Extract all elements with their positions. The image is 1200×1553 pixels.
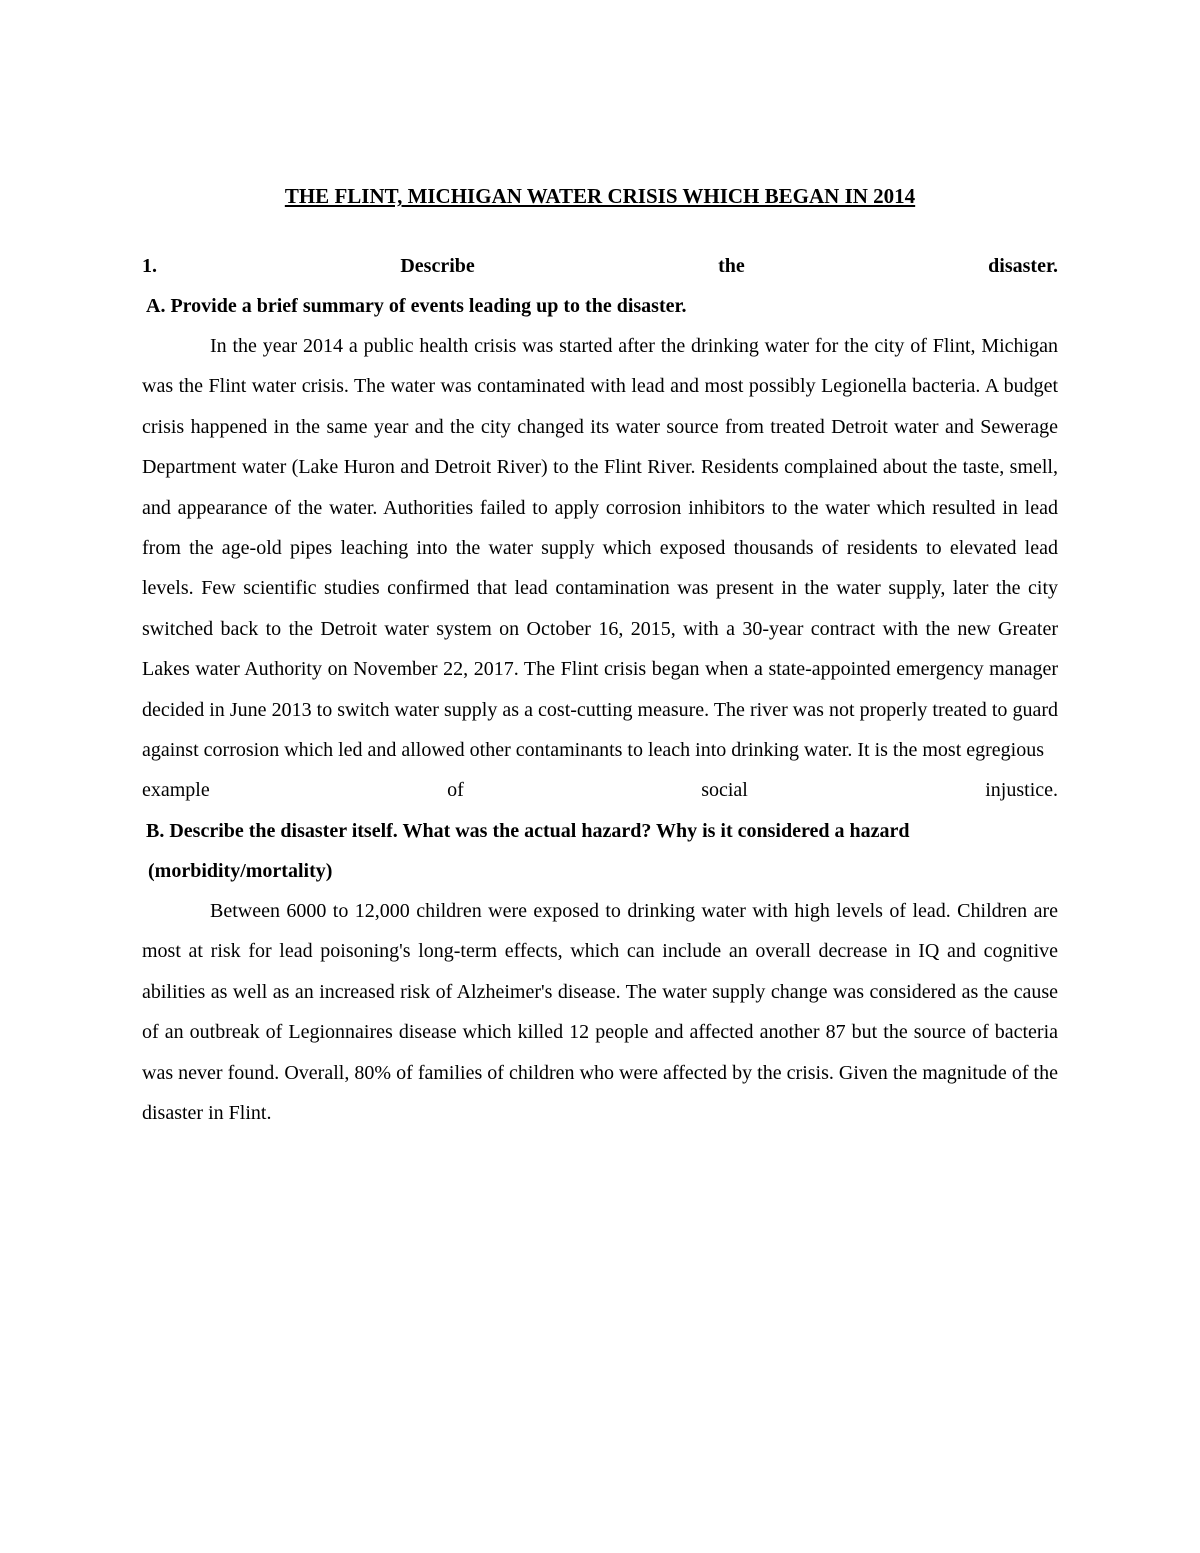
- section-b-heading-line-2: (morbidity/mortality): [148, 859, 333, 882]
- section-1-word-disaster: disaster.: [988, 255, 1058, 277]
- section-1-heading: [142, 246, 1058, 286]
- section-a-paragraph: In the year 2014 a public health crisis was started after the drinking water for the city of Flint, Michigan was the Flint water crisis. The water was contaminated with lead and most possibly Legionella bacteria. A budget crisis happened in the same year and the city changed its water source from treated Detroit water and Sewerage Department water (Lake Huron and Detroit River) to the Flint River. Residents complained about the taste, smell, and appearance of the water. Authorities failed to apply corrosion inhibitors to the water which resulted in lead from the age-old pipes leaching into the water supply which exposed thousands of residents to elevated lead levels. Few scientific studies confirmed that lead contamination was present in the water supply, later the city switched back to the Detroit water system on October 16, 2015, with a 30-year contract with the new Greater Lakes water Authority on November 22, 2017. The Flint crisis began when a state-appointed emergency manager decided in June 2013 to switch water supply as a cost-cutting measure. The river was not properly treated to guard against corrosion which led and allowed other contaminants to leach into drinking water. It is the most egregious: [142, 335, 1058, 762]
- section-a-last-line: [142, 770, 1058, 810]
- section-b-heading-line-1: B. Describe the disaster itself. What was the actual hazard? Why is it considered a hazard: [146, 819, 910, 842]
- last-line-word-example: example: [142, 779, 210, 802]
- section-b-heading: [146, 811, 1058, 891]
- document-title: THE FLINT, MICHIGAN WATER CRISIS WHICH BEGAN IN 2014: [284, 184, 916, 208]
- last-line-word-social: social: [701, 779, 748, 802]
- section-1-number: 1.: [142, 255, 157, 277]
- last-line-word-of: of: [447, 779, 464, 802]
- last-line-word-injustice: injustice.: [985, 779, 1059, 802]
- document-body: [142, 176, 1058, 1133]
- section-b-paragraph: Between 6000 to 12,000 children were exposed to drinking water with high levels of lead. Children are most at risk for lead poisoning's long-term effects, which can include an overall decrease in IQ and cognitive abilities as well as an increased risk of Alzheimer's disease. The water supply change was considered as the cause of an outbreak of Legionnaires disease which killed 12 people and affected another 87 but the source of bacteria was never found. Overall, 80% of families of children who were affected by the crisis. Given the magnitude of the disaster in Flint.: [142, 899, 1058, 1124]
- section-1-word-describe: Describe: [400, 255, 475, 277]
- section-a-heading: A. Provide a brief summary of events leading up to the disaster.: [146, 295, 687, 317]
- section-1-word-the: the: [718, 255, 745, 277]
